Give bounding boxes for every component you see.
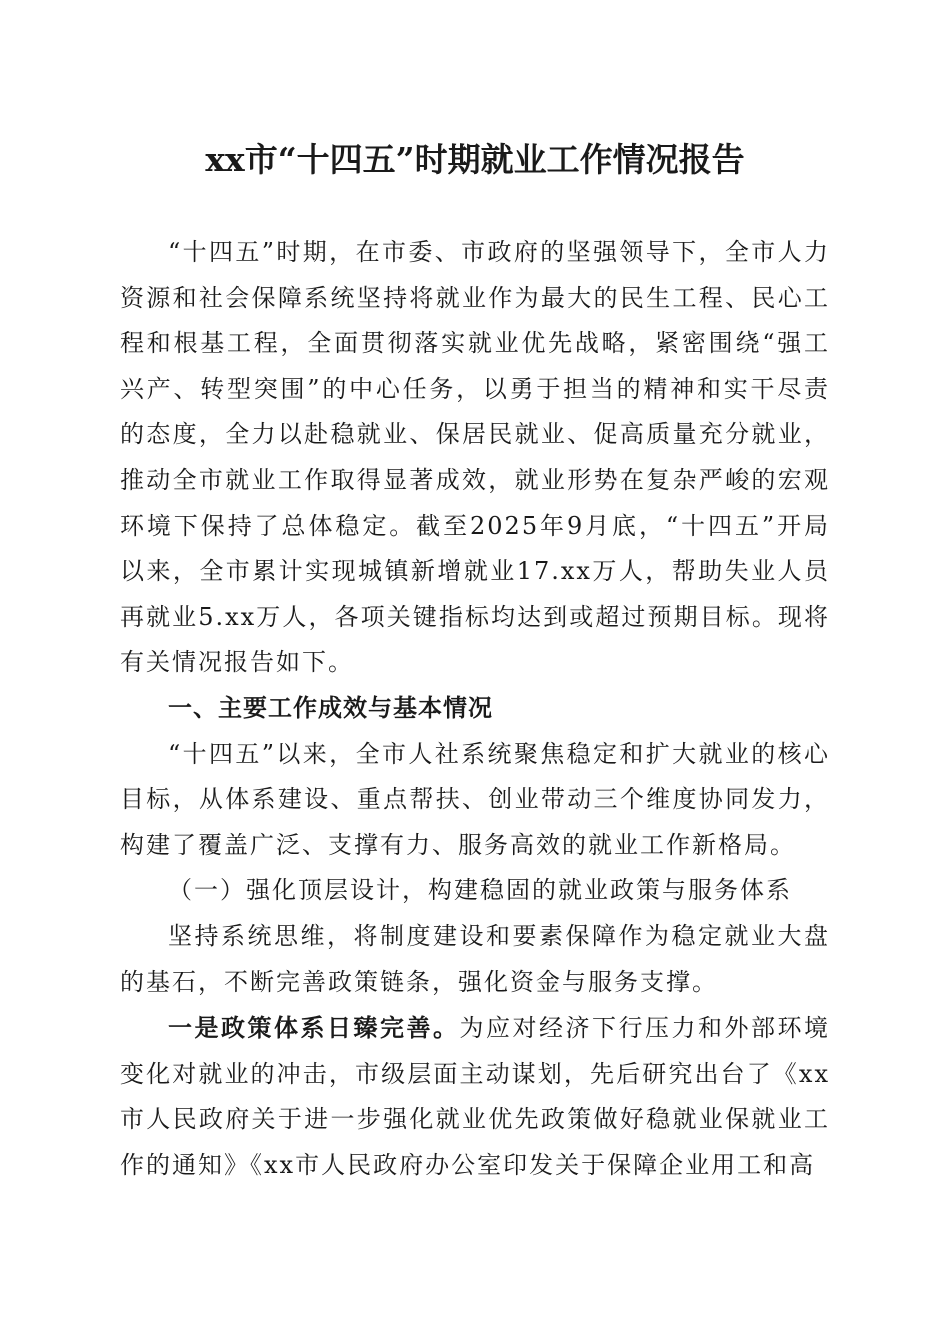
document-title: xx市“十四五”时期就业工作情况报告 bbox=[205, 140, 745, 179]
document-body bbox=[120, 230, 830, 1188]
point-body: 为应对经济下行压力和外部环境变化对就业的冲击，市级层面主动谋划，先后研究出台了《xx市人民政府关于进一步强化就业优先政策做好稳就业保就业工作的通知》《xx市人民政府办公室印发关于保障企业用工和高 bbox=[120, 1014, 830, 1179]
section-paragraph: “十四五”以来，全市人社系统聚焦稳定和扩大就业的核心目标，从体系建设、重点帮扶、创业带动三个维度协同发力，构建了覆盖广泛、支撑有力、服务高效的就业工作新格局。 bbox=[120, 739, 830, 859]
intro-paragraph: “十四五”时期，在市委、市政府的坚强领导下，全市人力资源和社会保障系统坚持将就业作为最大的民生工程、民心工程和根基工程，全面贯彻落实就业优先战略，紧密围绕“强工兴产、转型突围”的中心任务，以勇于担当的精神和实干尽责的态度，全力以赴稳就业、保居民就业、促高质量充分就业，推动全市就业工作取得显著成效，就业形势在复杂严峻的宏观环境下保持了总体稳定。截至2025年9月底，“十四五”开局以来，全市累计实现城镇新增就业17.xx万人，帮助失业人员再就业5.xx万人，各项关键指标均达到或超过预期目标。现将有关情况报告如下。 bbox=[120, 238, 830, 677]
subsection-paragraph: 坚持系统思维，将制度建设和要素保障作为稳定就业大盘的基石，不断完善政策链条，强化资金与服务支撑。 bbox=[120, 921, 830, 996]
point-lead: 一是政策体系日臻完善。 bbox=[168, 1013, 460, 1043]
point-paragraph bbox=[120, 1005, 830, 1188]
subsection-heading: （一）强化顶层设计，构建稳固的就业政策与服务体系 bbox=[168, 876, 792, 905]
section-heading: 一、主要工作成效与基本情况 bbox=[168, 693, 493, 722]
